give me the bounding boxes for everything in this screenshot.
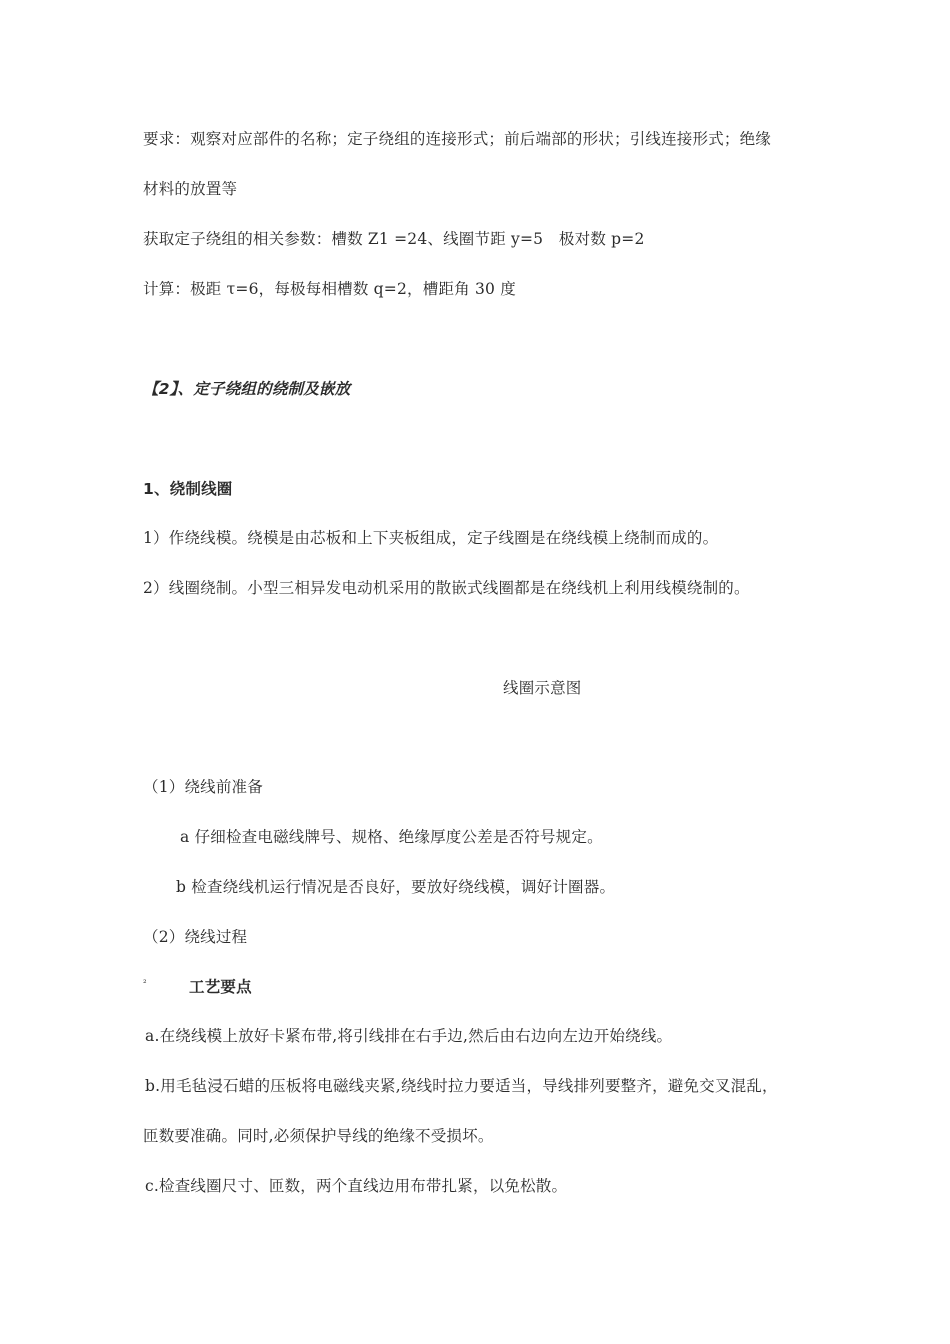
process-title: （2）绕线过程 (143, 928, 248, 946)
preparation-item-a: a 仔细检查电磁线牌号、规格、绝缘厚度公差是否符号规定。 (180, 828, 603, 846)
bullet-marker: ² (143, 979, 147, 989)
requirement-text-line2: 材料的放置等 (143, 180, 238, 198)
step-1-text: 1）作绕线模。绕模是由芯板和上下夹板组成，定子线圈是在绕线模上绕制而成的。 (143, 529, 719, 547)
figure-caption: 线圈示意图 (503, 679, 582, 697)
section-heading: 【2】、定子绕组的绕制及嵌放 (143, 380, 351, 398)
key-point-b-line2: 匝数要准确。同时,必须保护导线的绝缘不受损坏。 (143, 1127, 494, 1145)
subsection-title-winding: 1、绕制线圈 (143, 480, 233, 498)
parameters-text: 获取定子绕组的相关参数：槽数 Z1 =24、线圈节距 y=5 极对数 p=2 (143, 230, 645, 248)
preparation-item-b: b 检查绕线机运行情况是否良好，要放好绕线模，调好计圈器。 (176, 878, 616, 896)
requirement-text-line1: 要求：观察对应部件的名称；定子绕组的连接形式；前后端部的形状；引线连接形式；绝缘 (143, 130, 772, 148)
key-point-a: a.在绕线模上放好卡紧布带,将引线排在右手边,然后由右边向左边开始绕线。 (145, 1027, 673, 1045)
preparation-title: （1）绕线前准备 (143, 778, 263, 796)
key-points-title: 工艺要点 (189, 978, 252, 996)
key-point-c: c.检查线圈尺寸、匝数，两个直线边用布带扎紧，以免松散。 (145, 1177, 568, 1195)
key-point-b-line1: b.用毛毡浸石蜡的压板将电磁线夹紧,绕线时拉力要适当，导线排列要整齐，避免交叉混乱， (145, 1077, 778, 1095)
calculation-text: 计算：极距 τ=6，每极每相槽数 q=2，槽距角 30 度 (143, 280, 516, 298)
step-2-text: 2）线圈绕制。小型三相异发电动机采用的散嵌式线圈都是在绕线机上利用线模绕制的。 (143, 579, 750, 597)
